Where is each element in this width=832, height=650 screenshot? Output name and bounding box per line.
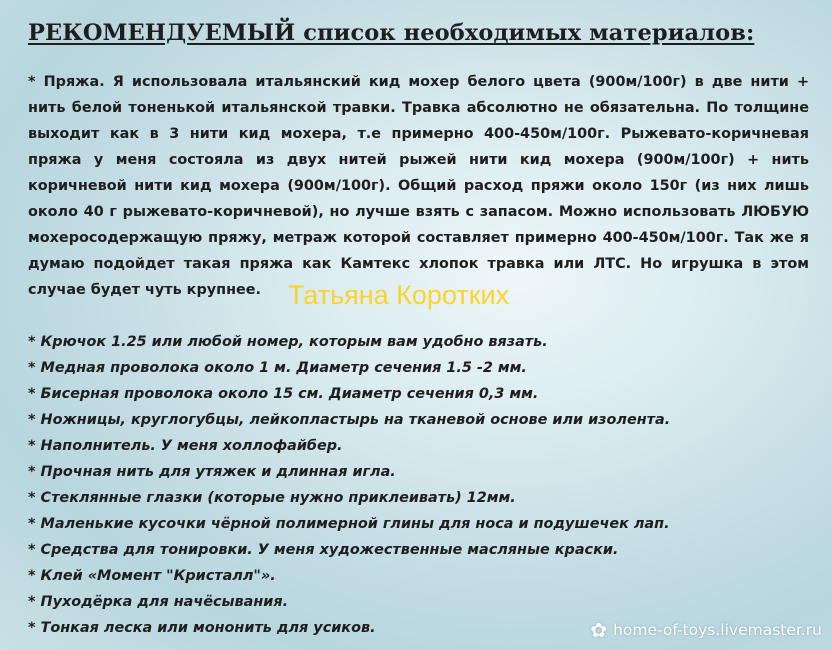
page-title: РЕКОМЕНДУЕМЫЙ список необходимых материалов:	[28, 20, 755, 46]
list-item-copper-wire: * Медная проволока около 1 м. Диаметр сечения 1.5 -2 мм.	[28, 360, 527, 376]
flower-icon: ✿	[590, 618, 608, 642]
materials-list	[28, 329, 670, 641]
list-item-hook: * Крючок 1.25 или любой номер, которым вам удобно вязать.	[28, 334, 548, 350]
list-item-glue: * Клей «Момент "Кристалл"».	[28, 568, 276, 584]
list-item-bead-wire: * Бисерная проволока около 15 см. Диаметр сечения 0,3 мм.	[28, 386, 539, 402]
author-watermark: Татьяна Коротких	[288, 280, 510, 310]
list-item-brush: * Пуходёрка для начёсывания.	[28, 594, 289, 610]
list-item-tools: * Ножницы, круглогубцы, лейкопластырь на тканевой основе или изолента.	[28, 412, 671, 428]
list-item-toning: * Средства для тонировки. У меня художественные масляные краски.	[28, 542, 619, 558]
site-url: home-of-toys.livemaster.ru	[613, 621, 822, 639]
list-item-glass-eyes: * Стеклянные глазки (которые нужно приклеивать) 12мм.	[28, 490, 516, 506]
yarn-paragraph: * Пряжа. Я использовала итальянский кид мохер белого цвета (900м/100г) в две нити + нить белой тоненькой итальянской травки. Травка абсолютно не обязательна. По толщине выходит как в 3 нити кид мохера, т.е примерно 400-450м/100г. Рыжевато-коричневая пряжа у меня состояла из двух нитей рыжей нити кид мохера (900м/100г) + нить коричневой нити кид мохера (900м/100г). Общий расход пряжи около 150г (из них лишь около 40 г рыжевато-коричневой), но лучше взять с запасом. Можно использовать ЛЮБУЮ мохеросодержащую пряжу, метраж которой составляет примерно 400-450м/100г. Так же я думаю подойдет такая пряжа как Камтекс хлопок травка или ЛТС. Но игрушка в этом случае будет чуть крупнее.	[28, 74, 809, 298]
list-item-thread-needle: * Прочная нить для утяжек и длинная игла.	[28, 464, 396, 480]
site-watermark	[590, 619, 822, 641]
list-item-polymer-clay: * Маленькие кусочки чёрной полимерной глины для носа и подушечек лап.	[28, 516, 670, 532]
list-item-fishing-line: * Тонкая леска или мононить для усиков.	[28, 620, 376, 636]
list-item-stuffing: * Наполнитель. У меня холлофайбер.	[28, 438, 343, 454]
